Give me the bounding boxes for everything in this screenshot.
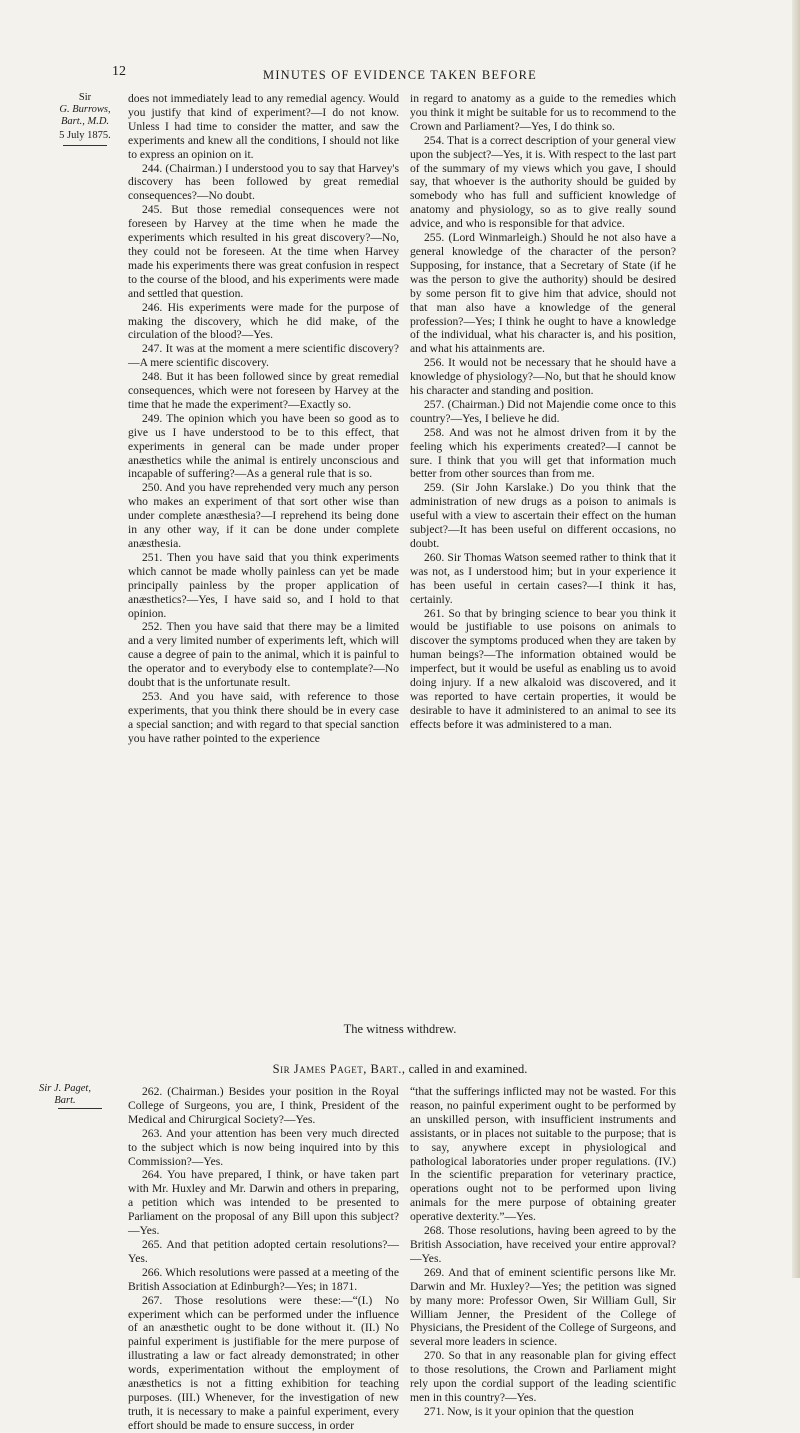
column-bottom-right	[410, 1085, 676, 1419]
evidence-paragraph: 245. But those remedial consequences were not foreseen by Harvey at the time when he made the experiments which resulted in his great discovery?—No, they could not be foreseen. At the time when Harvey made his experiments there was great confusion in respect to the course of the blood, and his experiments were made and settled that question.	[128, 203, 399, 300]
evidence-paragraph: 266. Which resolutions were passed at a meeting of the British Association at Edinburgh?—Yes; in 1871.	[128, 1265, 399, 1293]
column-bottom-left	[128, 1085, 399, 1433]
evidence-paragraph: 258. And was not he almost driven from it by the feeling which his experiments created?—I cannot be sure. I think that you will get that information much better from other sources than from me.	[410, 425, 676, 481]
witness-heading-rest: called in and examined.	[405, 1062, 528, 1076]
evidence-paragraph: 260. Sir Thomas Watson seemed rather to think that it was not, as I understood him; but in your experience it has been useful in certain cases?—I think it has, certainly.	[410, 550, 676, 606]
margin-note-witness-burrows	[40, 92, 130, 128]
evidence-paragraph: 251. Then you have said that you think experiments which cannot be made wholly painless can yet be made principally painless by the proper application of anæsthetics?—Yes, I have said so, and I hold to that opinion.	[128, 550, 399, 620]
column-top-left	[128, 92, 399, 746]
evidence-paragraph: 255. (Lord Winmarleigh.) Should he not also have a general knowledge of the character of the person? Supposing, for instance, that a Secretary of State (if he was the person to give the authority) should be desired by some person fit to give him that advice, should not that man also have a knowledge of the general profession?—Yes; I think he ought to have a knowledge of the individual, what his character is, and his position, and what his attainments are.	[410, 231, 676, 356]
evidence-paragraph: 246. His experiments were made for the purpose of making the discovery, which he did make, of the circulation of the blood?—Yes.	[128, 300, 399, 342]
evidence-paragraph: 263. And your attention has been very much directed to the subject which is now being inquired into by this Commission?—Yes.	[128, 1126, 399, 1168]
margin-note-line: Sir J. Paget,	[39, 1083, 91, 1094]
evidence-paragraph: 264. You have prepared, I think, or have taken part with Mr. Huxley and Mr. Darwin and others in preparing, a petition which was intended to be presented to Parliament on the proposal of any Bill upon this subject?—Yes.	[128, 1168, 399, 1238]
date-label: 5 July 1875.	[59, 130, 111, 141]
evidence-paragraph: in regard to anatomy as a guide to the remedies which you think it might be suitable for us to recommend to the Crown and Parliament?—Yes, I do think so.	[410, 92, 676, 133]
margin-note-date	[40, 130, 130, 146]
evidence-paragraph: 265. And that petition adopted certain resolutions?—Yes.	[128, 1237, 399, 1265]
evidence-paragraph: “that the sufferings inflicted may not be wasted. For this reason, no painful experiment ought to be performed by an unskilled person, with insufficient instruments and assistants, or in places not suitable to the purpose; that is to say, anywhere except in physiological and pathological laboratories under proper regulations. (IV.) In the scientific preparation for veterinary practice, operations ought not to be performed upon living animals for the mere purpose of obtaining greater operative dexterity.”—Yes.	[410, 1085, 676, 1224]
evidence-paragraph: 256. It would not be necessary that he should have a knowledge of physiology?—No, but that he should know his character and standing and position.	[410, 356, 676, 398]
evidence-paragraph: 270. So that in any reasonable plan for giving effect to those resolutions, the Crown and Parliament might rely upon the cordial support of the leading scientific men in this country?—Yes.	[410, 1349, 676, 1404]
margin-rule-bottom	[40, 1105, 120, 1109]
witness-name: Sir James Paget, Bart.,	[272, 1062, 406, 1076]
evidence-paragraph: 271. Now, is it your opinion that the question	[424, 1404, 634, 1418]
evidence-paragraph: 261. So that by bringing science to bear you think it would be justifiable to use poisons on animals to discover the symptoms produced when they are taken by human beings?—The information obtained would be imperfect, but it would be useful as enabling us to avoid doing injury. If a new alkaloid was discovered, and it was reported to have certain properties, it would be desirable to have it administered to an animal to see its effects before it was administered to a man.	[410, 606, 676, 731]
page-number: 12	[112, 64, 126, 79]
running-head: MINUTES OF EVIDENCE TAKEN BEFORE	[263, 68, 537, 82]
witness-withdrew: The witness withdrew.	[343, 1022, 457, 1036]
margin-note-line: Sir	[78, 92, 92, 103]
evidence-paragraph: 259. (Sir John Karslake.) Do you think that the administration of new drugs as a poison to animals is useful with a view to ascertain their effect on the human subject?—It has been useful on different occasions, no doubt.	[410, 481, 676, 550]
witness-heading	[0, 1062, 800, 1077]
column-top-right	[410, 92, 676, 732]
evidence-paragraph: 250. And you have reprehended very much any person who makes an experiment of that sort other wise than under complete anæsthesia?—I reprehend its being done in any other way, if it can be done under complete anæsthesia.	[128, 481, 399, 550]
evidence-paragraph: 248. But it has been followed since by great remedial consequences, which were not foreseen by Harvey at the time that he made the experiment?—Exactly so.	[128, 370, 399, 411]
evidence-paragraph: 262. (Chairman.) Besides your position in the Royal College of Surgeons, you are, I think, President of the Medical and Chirurgical Society?—Yes.	[128, 1085, 399, 1126]
evidence-paragraph: 268. Those resolutions, having been agreed to by the British Association, have received your entire approval?—Yes.	[410, 1224, 676, 1265]
evidence-paragraph: 244. (Chairman.) I understood you to say that Harvey's discovery has been followed by great remedial consequences?—No doubt.	[128, 161, 399, 203]
page-edge	[792, 0, 800, 1278]
evidence-paragraph: does not immediately lead to any remedial agency. Would you justify that kind of experiment?—I do not know. Unless I had time to consider the matter, and saw the experiments and knew all the conditions, I should not like to express an opinion on it.	[128, 92, 399, 161]
evidence-paragraph: 249. The opinion which you have been so good as to give us I have understood to be to this effect, that experiments in general can be made under proper anæsthetics while the animal is entirely unconscious and incapable of suffering?—As a general rule that is so.	[128, 411, 399, 481]
evidence-paragraph: 254. That is a correct description of your general view upon the subject?—Yes, it is. With respect to the last part of the summary of my views which you gave, I should say, that whoever is the authority should be guided by somebody who has full and sufficient knowledge of anatomy and physiology, so as to give really sound advice, and who is responsible for that advice.	[410, 133, 676, 231]
evidence-paragraph: 267. Those resolutions were these:—“(I.) No experiment which can be performed under the influence of an anæsthetic ought to be done without it. (II.) No painful experiment is justifiable for the mere purpose of illustrating a law or fact already demonstrated; in other words, experimentation without the employment of anæsthetics is not a fitting exhibition for teaching purposes. (III.) Whenever, for the investigation of new truth, it is necessary to make a painful experiment, every effort should be made to ensure success, in order	[128, 1293, 399, 1432]
margin-note-witness-paget	[30, 1083, 100, 1107]
margin-note-line: G. Burrows,	[59, 104, 111, 115]
margin-rule	[63, 145, 107, 146]
evidence-paragraph: 252. Then you have said that there may be a limited and a very limited number of experiments left, which will cause a degree of pain to the animal, which it is painful to the operator and to everybody else to contemplate?—No doubt that is the unfortunate result.	[128, 620, 399, 690]
margin-note-line: Bart., M.D.	[60, 116, 110, 127]
evidence-paragraph: 247. It was at the moment a mere scientific discovery?—A mere scientific discovery.	[128, 342, 399, 370]
evidence-paragraph: 269. And that of eminent scientific persons like Mr. Darwin and Mr. Huxley?—Yes; the petition was signed by many more: Professor Owen, Sir William Gull, Sir William Jenner, the President of the College of Physicians, the President of the College of Surgeons, and several more leaders in science.	[410, 1265, 676, 1349]
evidence-paragraph: 257. (Chairman.) Did not Majendie come once to this country?—Yes, I believe he did.	[410, 397, 676, 425]
margin-note-line: Bart.	[54, 1095, 76, 1106]
evidence-paragraph: 253. And you have said, with reference to those experiments, that you think there should be in every case a special sanction; and with regard to that special sanction you have rather pointed to the experience	[128, 689, 399, 745]
